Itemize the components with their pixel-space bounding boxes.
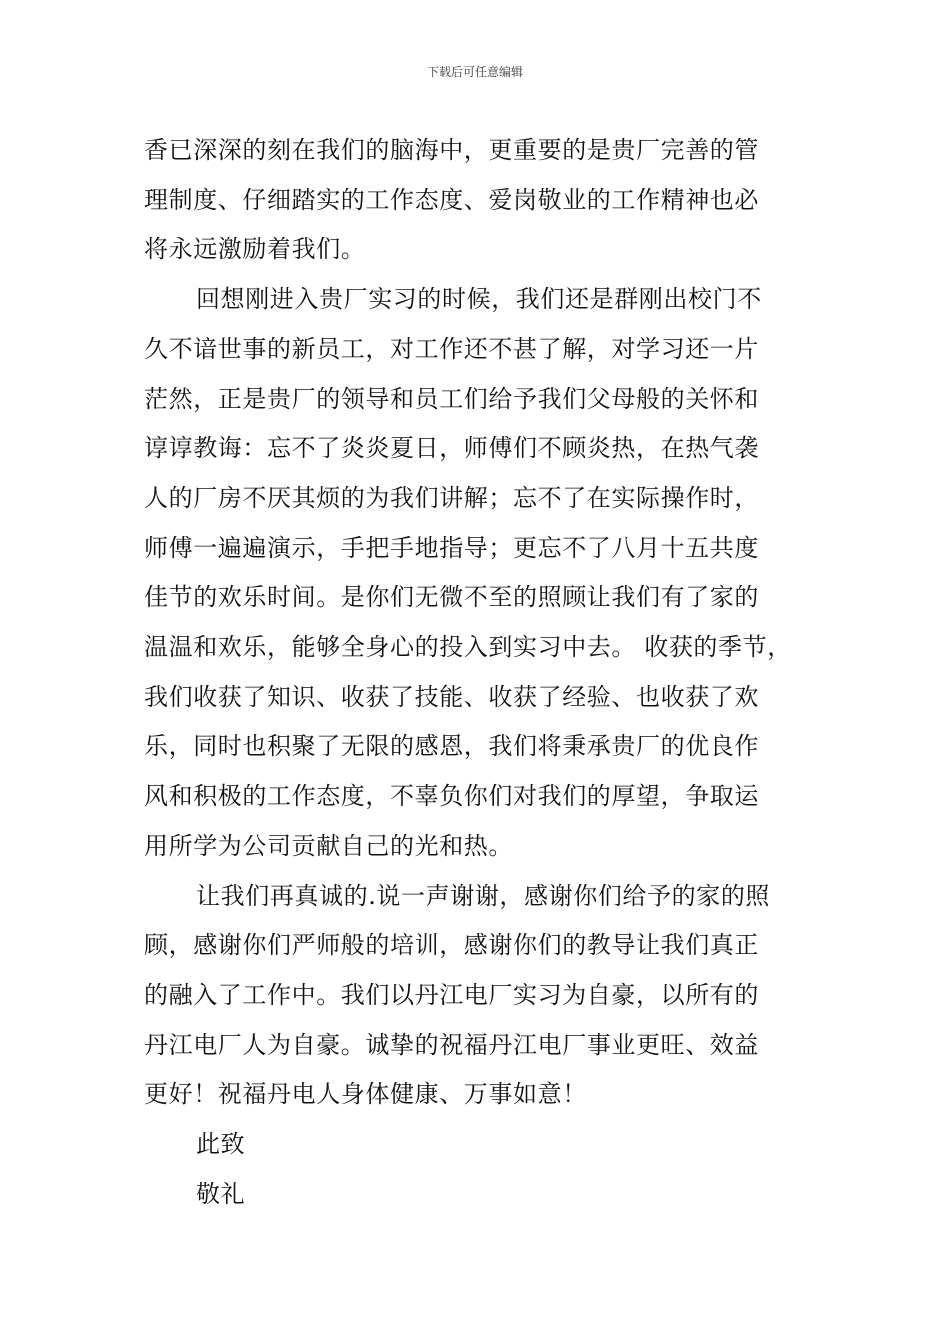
text-line: 风和积极的工作态度，不辜负你们对我们的厚望，争取运 xyxy=(144,782,759,811)
page-header: 下载后可任意编辑 xyxy=(426,65,523,79)
text-line: 将永远激励着我们。 xyxy=(144,235,366,264)
text-line: 此致 xyxy=(196,1130,246,1159)
text-line: 丹江电厂人为自豪。诚挚的祝福丹江电厂事业更旺、效益 xyxy=(144,1030,759,1059)
text-line: 顾，感谢你们严师般的培训，感谢你们的教导让我们真正 xyxy=(144,931,759,960)
text-line: 乐，同时也积聚了无限的感恩，我们将秉承贵厂的优良作 xyxy=(144,732,759,761)
text-line: 回想刚进入贵厂实习的时候，我们还是群刚出校门不 xyxy=(196,285,762,314)
text-line: 我们收获了知识、收获了技能、收获了经验、也收获了欢 xyxy=(144,682,759,711)
text-line: 久不谙世事的新员工，对工作还不甚了解，对学习还一片 xyxy=(144,334,759,363)
text-line: 人的厂房不厌其烦的为我们讲解；忘不了在实际操作时， xyxy=(144,483,759,512)
text-line: 茫然，正是贵厂的领导和员工们给予我们父母般的关怀和 xyxy=(144,384,759,413)
text-line: 更好！祝福丹电人身体健康、万事如意！ xyxy=(144,1080,587,1109)
document-body xyxy=(144,126,819,1219)
text-line: 理制度、仔细踏实的工作态度、爱岗敬业的工作精神也必 xyxy=(144,185,759,214)
text-line: 让我们再真诚的.说一声谢谢，感谢你们给予的家的照 xyxy=(196,881,771,910)
paragraph xyxy=(144,126,819,275)
paragraph xyxy=(144,872,819,1121)
closing-salutation xyxy=(144,1120,819,1170)
text-line: 师傅一遍遍演示，手把手地指导；更忘不了八月十五共度 xyxy=(144,533,759,562)
text-line: 佳节的欢乐时间。是你们无微不至的照顾让我们有了家的 xyxy=(144,583,759,612)
text-line: 敬礼 xyxy=(196,1179,246,1208)
text-line: 的融入了工作中。我们以丹江电厂实习为自豪，以所有的 xyxy=(144,980,759,1009)
closing-regards xyxy=(144,1170,819,1220)
text-line: 温温和欢乐，能够全身心的投入到实习中去。 收获的季节， xyxy=(144,633,792,662)
paragraph xyxy=(144,275,819,871)
text-line: 用所学为公司贡献自己的光和热。 xyxy=(144,831,513,860)
text-line: 谆谆教诲：忘不了炎炎夏日，师傅们不顾炎热，在热气袭 xyxy=(144,434,759,463)
text-line: 香已深深的刻在我们的脑海中，更重要的是贵厂完善的管 xyxy=(144,136,759,164)
